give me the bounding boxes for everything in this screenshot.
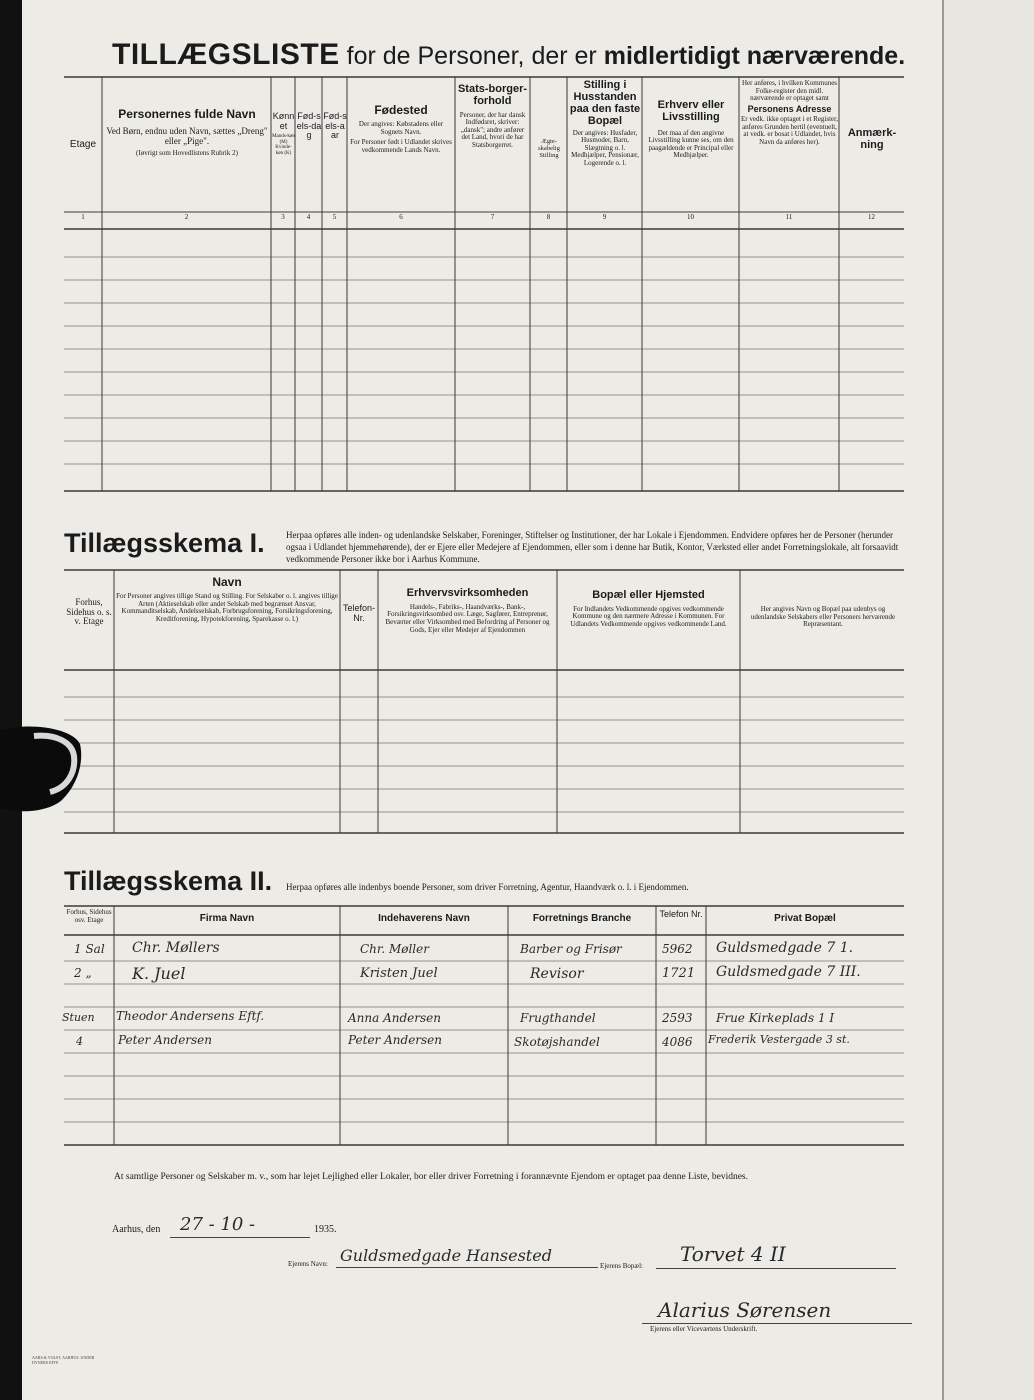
row-telefon: 1721 bbox=[662, 966, 696, 981]
document-page bbox=[22, 0, 942, 1400]
row-firma: Peter Andersen bbox=[118, 1033, 213, 1047]
s2-col-branche: Forretnings Branche bbox=[532, 913, 632, 924]
t1-col-konnet: Kønnet Mands-køn (M) Kvinde-køn (K) bbox=[272, 111, 295, 156]
schema2-description: Herpaa opføres alle indenbys boende Personer, som driver Forretning, Agentur, Haandværk o. l. i Ejendommen. bbox=[286, 882, 689, 892]
clip-icon bbox=[0, 722, 82, 814]
row-firma: Chr. Møllers bbox=[132, 940, 220, 956]
certification-statement: At samtlige Personer og Selskaber m. v., som har lejet Lejlighed eller Lokaler, bor eller driver Forretning i forannævnte Ejendom er optaget paa denne Liste, bevidnes. bbox=[114, 1172, 748, 1182]
t1-num: 11 bbox=[785, 213, 793, 221]
row-indehaver: Anna Andersen bbox=[348, 1011, 441, 1025]
row-bopael: Frue Kirkeplads 1 I bbox=[716, 1011, 835, 1025]
t1-col-navn: Personernes fulde Navn Ved Børn, endnu uden Navn, sættes „Dreng" eller „Pige". (Iøvrigt som Hovedlistens Rubrik 2) bbox=[106, 107, 268, 158]
schema2-title: Tillægsskema II. bbox=[64, 866, 273, 896]
date-line bbox=[112, 1214, 352, 1240]
t1-col-etage: Etage bbox=[69, 139, 97, 150]
s1-col-repraesentant: Her angives Navn og Bopæl paa udenbys og udenlandske Selskabers eller Personers herværende Repræsentant. bbox=[750, 605, 896, 629]
s2-col-etage: Forhus, Sidehus osv. Etage bbox=[66, 908, 112, 924]
t1-col-fodested: Fødested Der angives: Købstadens eller Sognets Navn. For Personer født i Udlandet skrives vedkommende Lands Navn. bbox=[350, 103, 452, 154]
t1-col-anmaerkning: Anmærk-ning bbox=[847, 127, 897, 151]
row-etage: 2 „ bbox=[74, 966, 92, 980]
row-bopael: Frederik Vestergade 3 st. bbox=[708, 1033, 850, 1046]
s1-col-navn: Navn For Personer angives tillige Stand og Stilling. For Selskaber o. l. angives tillige Arten (Aktieselskab eller andet Selskab med begrænset Ansvar, Kommanditselskab, Andelsselskab, Forbrugsforening, Forsikringsforening, Kreditforening, Hypotekforening, Sparekasse o. l.) bbox=[116, 575, 338, 623]
t1-col-statsborger: Stats-borger-forhold Personer, der har dansk Indfødsret, skriver: „dansk"; andre anfører det Land, hvori de har Statsborgerret. bbox=[457, 83, 528, 149]
t1-col-fodselsdag: Fød-sels-dag bbox=[296, 111, 322, 141]
row-telefon: 4086 bbox=[662, 1035, 693, 1049]
t1-col-stilling: Stilling i Husstanden paa den faste Bopæl Der angives: Husfader, Husmoder, Barn, Slægtning o. l. Medhjælper, Pensionær, Logerende o. l. bbox=[569, 79, 641, 167]
row-bopael: Guldsmedgade 7 III. bbox=[716, 964, 861, 980]
year: 1935. bbox=[314, 1224, 337, 1235]
date-value: 27 - 10 - bbox=[180, 1214, 256, 1235]
t1-col-fodselsaar: Fød-sels-aar bbox=[323, 111, 347, 141]
s1-col-bopael: Bopæl eller Hjemsted For Indlandets Vedkommende opgives vedkommende Kommune og den nærmere Adresse i Kommunen. For Udlandets Vedkommende opgives vedkommende Land. bbox=[570, 589, 727, 628]
row-etage: Stuen bbox=[62, 1011, 95, 1024]
row-indehaver: Peter Andersen bbox=[348, 1033, 443, 1047]
owner-name-underline bbox=[336, 1267, 598, 1268]
t1-num: 1 bbox=[81, 213, 85, 221]
signature: Alarius Sørensen bbox=[658, 1298, 832, 1322]
row-firma: K. Juel bbox=[132, 964, 186, 983]
t1-num: 2 bbox=[184, 213, 189, 221]
s1-col-etage: Forhus, Sidehus o. s. v. Etage bbox=[66, 597, 112, 627]
s2-col-firma: Firma Navn bbox=[199, 913, 255, 924]
t1-num: 8 bbox=[546, 213, 551, 221]
t1-num: 4 bbox=[306, 213, 311, 221]
row-firma: Theodor Andersens Eftf. bbox=[116, 1009, 265, 1023]
row-telefon: 2593 bbox=[662, 1011, 693, 1025]
owner-address-label: Ejerens Bopæl: bbox=[600, 1262, 643, 1270]
s2-col-bopael: Privat Bopæl bbox=[774, 913, 836, 924]
t1-col-aegteskab: Ægte-skabelig Stilling bbox=[538, 138, 560, 160]
row-bopael: Guldsmedgade 7 1. bbox=[716, 940, 854, 956]
s1-col-telefon: Telefon-Nr. bbox=[342, 603, 376, 623]
title-middle: for de Personer, der er bbox=[346, 42, 597, 70]
owner-address-value: Torvet 4 II bbox=[680, 1242, 786, 1266]
title-end: midlertidigt nærværende. bbox=[603, 42, 906, 70]
t1-num: 5 bbox=[332, 213, 337, 221]
owner-name-value: Guldsmedgade Hansested bbox=[340, 1246, 552, 1265]
city-label: Aarhus, den bbox=[112, 1224, 161, 1235]
row-indehaver: Chr. Møller bbox=[360, 942, 429, 956]
t1-col-erhverv: Erhverv eller Livsstilling Det maa af den angivne Livsstilling kunne ses, om den paagældende er Principal eller Medhjælper. bbox=[648, 99, 734, 160]
owner-name-label: Ejerens Navn: bbox=[288, 1260, 328, 1268]
signature-underline bbox=[642, 1323, 912, 1324]
t1-num: 6 bbox=[399, 213, 403, 221]
row-indehaver: Kristen Juel bbox=[360, 966, 438, 981]
s2-col-indehaver: Indehaverens Navn bbox=[378, 913, 470, 924]
t1-num: 10 bbox=[687, 213, 694, 221]
row-etage: 4 bbox=[76, 1035, 83, 1048]
adjacent-page bbox=[942, 0, 1034, 1400]
schema1-title: Tillægsskema I. bbox=[64, 528, 265, 558]
t1-num: 3 bbox=[281, 213, 285, 221]
t1-num: 9 bbox=[602, 213, 607, 221]
row-branche: Revisor bbox=[530, 966, 584, 982]
row-etage: 1 Sal bbox=[74, 942, 105, 956]
s2-col-telefon: Telefon Nr. bbox=[659, 909, 703, 919]
signature-label: Ejerens eller Viceværtens Underskrift. bbox=[650, 1325, 758, 1333]
printer-mark: AARS & VOLST, AARHUS. UNDER DYNERS EFTF. bbox=[32, 1355, 95, 1365]
schema1-description: Herpaa opføres alle inden- og udenlandske Selskaber, Foreninger, Stiftelser og Institutioner, der har Lokale i Ejendommen. Endvidere opføres her de Personer (herunder ogsaa i Udlandet hjemmehørende), der er Ejere eller Medejere af Ejendommen, eller som i denne har Butik, Kontor, Værksted eller andet Forretningslokale, alt forsaavidt vedkommende Personer ikke bor i Aarhus Kommune. bbox=[286, 530, 899, 565]
date-underline bbox=[170, 1237, 310, 1238]
t1-num: 12 bbox=[868, 213, 875, 221]
owner-line bbox=[288, 1242, 908, 1276]
t1-col-adresse: Her anføres, i hvilken Kommunes Folke-register den midl. nærværende er optaget samt Personens Adresse Er vedk. ikke optaget i et Register, anføres Grunden hertil (eventuelt, at vedk. er bosat i Udlandet, hvis Navn da anføres her). bbox=[741, 79, 838, 146]
s1-col-erhverv: Erhvervsvirksomheden Handels-, Fabriks-, Haandværks-, Bank-, Forsikringsvirksomhed osv. Læge, Sagfører, Entreprenør, Beværter eller Virksomhed med Befordring af Personer og Gods, Ejer eller Medejer af Ejendommen bbox=[385, 587, 550, 634]
row-telefon: 5962 bbox=[662, 942, 693, 956]
schema2-grid bbox=[22, 0, 942, 1400]
t1-num: 7 bbox=[490, 213, 495, 221]
row-branche: Barber og Frisør bbox=[520, 942, 622, 956]
row-branche: Skotøjshandel bbox=[514, 1035, 600, 1049]
title-main: TILLÆGSLISTE bbox=[112, 38, 340, 71]
owner-address-underline bbox=[656, 1268, 896, 1269]
row-branche: Frugthandel bbox=[520, 1011, 596, 1025]
